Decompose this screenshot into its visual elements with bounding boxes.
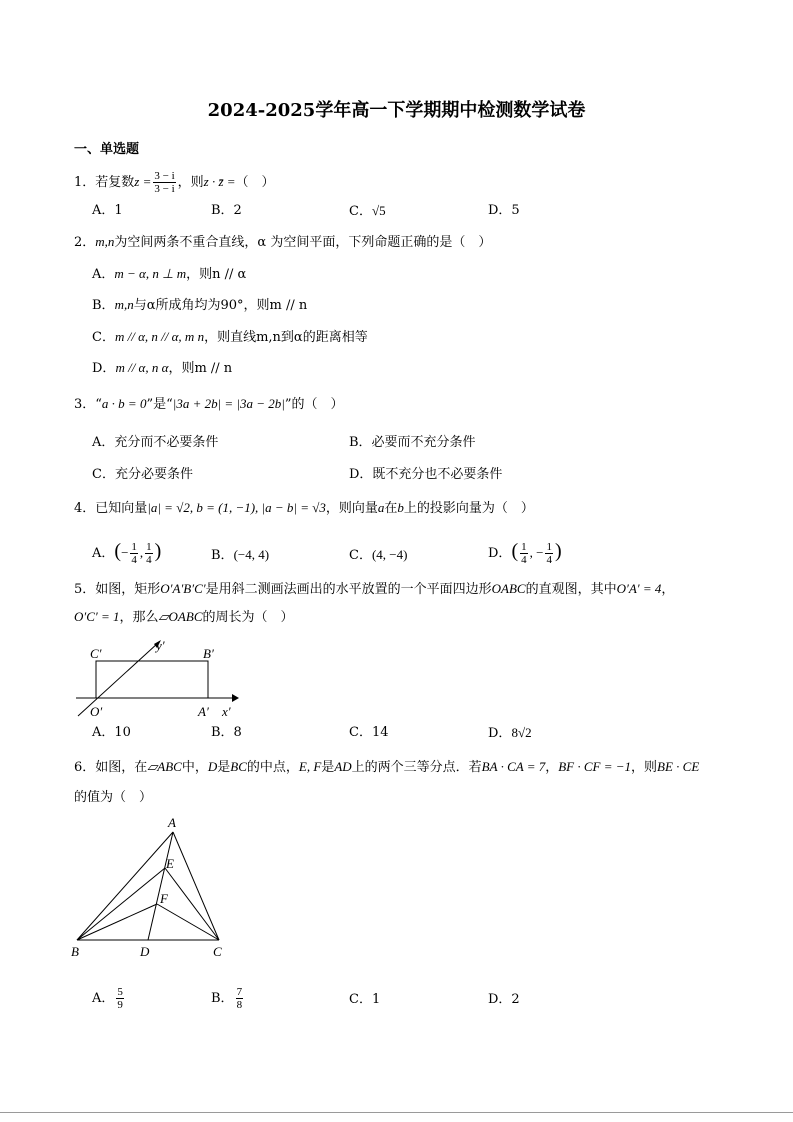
q6-bc: BC bbox=[230, 759, 247, 774]
q4-c-label: C． bbox=[349, 548, 372, 563]
q2-option-b[interactable] bbox=[92, 296, 307, 315]
segment-be bbox=[77, 868, 165, 940]
q6-option-a[interactable] bbox=[92, 986, 126, 1011]
section-heading: 一、单选题 bbox=[74, 142, 140, 157]
q1-option-b[interactable]: B．2 bbox=[211, 203, 242, 218]
q1-prefix: 1．若复数 bbox=[74, 175, 135, 190]
q6-dot2: BF · CF = −1 bbox=[558, 759, 632, 774]
q4-d-frac1 bbox=[520, 541, 528, 566]
segment-cf bbox=[157, 904, 219, 940]
q6-dot1: BA · CA = 7 bbox=[481, 759, 546, 774]
q6-ef: E, F bbox=[298, 759, 322, 774]
q6-option-b[interactable] bbox=[211, 986, 245, 1011]
label-x: x′ bbox=[222, 704, 231, 719]
q3-option-b[interactable]: B．必要而不充分条件 bbox=[349, 435, 476, 450]
q6-ad: AD bbox=[334, 759, 352, 774]
q4-d-n2: 1 bbox=[546, 541, 552, 553]
q5-quad2: ▱OABC bbox=[158, 609, 203, 624]
label-a: A′ bbox=[198, 704, 209, 719]
q2-c-math: m // α, n // α, m n bbox=[114, 329, 205, 344]
question-6-line1 bbox=[74, 758, 699, 777]
q6-a-frac bbox=[116, 986, 124, 1011]
q2-d-math: m // α, n α bbox=[115, 360, 169, 375]
q4-a-frac2 bbox=[145, 541, 153, 566]
q2-d-post: ，则m // n bbox=[168, 361, 233, 376]
q6-figure bbox=[66, 812, 234, 964]
q3-option-a[interactable]: A．充分而不必要条件 bbox=[92, 435, 219, 450]
q4-d-frac2 bbox=[545, 541, 553, 566]
q1-denominator: 3 − i bbox=[154, 183, 175, 195]
q6-comma1: ， bbox=[545, 760, 559, 775]
question-5-line1 bbox=[74, 580, 674, 599]
q5-option-c[interactable]: C．14 bbox=[349, 725, 389, 740]
q2-option-c[interactable] bbox=[92, 328, 368, 347]
q4-b-value: (−4, 4) bbox=[233, 547, 270, 562]
q5-mid: 是用斜二测画法画出的水平放置的一个平面四边形 bbox=[205, 582, 492, 597]
side-ab bbox=[77, 832, 173, 940]
q1-expression: z · z̄ = bbox=[203, 174, 236, 189]
q2-text: 为空间两条不重合直线，α 为空间平面，下列命题正确的是（ ） bbox=[114, 235, 492, 250]
question-1-stem bbox=[74, 170, 275, 195]
q5-oa: O′A′ = 4 bbox=[616, 581, 662, 596]
q1-option-a[interactable]: A．1 bbox=[92, 203, 123, 218]
q6-dot3: BE · CE bbox=[657, 759, 700, 774]
q4-vector-a: a bbox=[377, 500, 385, 515]
label-o: O′ bbox=[90, 704, 103, 719]
q5-line2-post: 的周长为（ ） bbox=[202, 610, 294, 625]
q2-mn: m,n bbox=[95, 234, 115, 249]
q6-prefix: 6．如图，在 bbox=[74, 760, 148, 775]
q6-b-den: 8 bbox=[236, 999, 243, 1011]
q2-c-label: C． bbox=[92, 330, 115, 345]
q3-mid: ”是“ bbox=[146, 397, 173, 412]
q6-b-num: 7 bbox=[236, 986, 243, 998]
q2-prefix: 2． bbox=[74, 235, 96, 250]
q5-oc: O′C′ = 1 bbox=[74, 609, 120, 624]
q5-line2-mid: ，那么 bbox=[119, 610, 159, 625]
q1-z: z = bbox=[134, 174, 152, 189]
q4-d-label: D． bbox=[488, 546, 512, 561]
q6-b-label: B． bbox=[211, 991, 234, 1006]
footer-divider bbox=[0, 1112, 793, 1113]
q3-expression: |3a + 2b| = |3a − 2b| bbox=[172, 396, 285, 411]
q2-a-label: A． bbox=[92, 267, 115, 282]
label-a: A bbox=[168, 815, 176, 830]
side-ac bbox=[173, 832, 219, 940]
question-2-stem bbox=[74, 233, 491, 252]
label-d: D bbox=[140, 944, 150, 959]
segment-ce bbox=[165, 868, 219, 940]
q6-option-d[interactable]: D．2 bbox=[488, 992, 520, 1007]
q4-vector-b: b bbox=[397, 500, 404, 515]
q1-mid: ，则 bbox=[177, 175, 204, 190]
q1-option-c-label: C． bbox=[349, 204, 372, 219]
q5-rect: O′A′B′C′ bbox=[160, 581, 206, 596]
q4-option-a[interactable]: A．(− $\frac{1}{4}$ , $\frac{1}{4}$ ) bbox=[92, 540, 162, 566]
q4-a-frac1 bbox=[130, 541, 138, 566]
q4-b-label: B． bbox=[211, 548, 234, 563]
question-5-line2 bbox=[74, 608, 294, 627]
q1-option-c-value: √5 bbox=[371, 203, 386, 218]
q1-fraction bbox=[153, 170, 175, 195]
q5-rectangle bbox=[96, 661, 208, 698]
label-b: B′ bbox=[203, 646, 214, 661]
q2-c-post: ，则直线m,n到α的距离相等 bbox=[204, 330, 368, 345]
q4-post: 上的投影向量为（ ） bbox=[403, 501, 534, 516]
q4-d-d1: 4 bbox=[521, 554, 527, 566]
label-c: C′ bbox=[90, 646, 102, 661]
q6-a-num: 5 bbox=[117, 986, 123, 998]
q6-shi2: 是 bbox=[321, 760, 335, 775]
q4-option-c[interactable] bbox=[349, 546, 407, 565]
segment-bf bbox=[77, 904, 157, 940]
q2-d-label: D． bbox=[92, 361, 116, 376]
q6-ze: ，则 bbox=[631, 760, 658, 775]
q1-numerator: 3 − i bbox=[154, 170, 175, 182]
q4-option-d[interactable]: D．( $\frac{1}{4}$ , − $\frac{1}{4}$ ) bbox=[488, 540, 562, 566]
q3-post: ”的（ ） bbox=[284, 397, 344, 412]
label-c: C bbox=[213, 944, 222, 959]
q6-shi: 是 bbox=[217, 760, 231, 775]
q1-option-c[interactable] bbox=[349, 202, 386, 221]
q6-d: D bbox=[207, 759, 218, 774]
label-b: B bbox=[71, 944, 79, 959]
x-arrow-icon bbox=[232, 694, 239, 702]
q4-prefix: 4．已知向量 bbox=[74, 501, 148, 516]
q4-a-d2: 4 bbox=[146, 554, 152, 566]
q5-quad: OABC bbox=[491, 581, 526, 596]
question-6-line2: 的值为（ ） bbox=[74, 790, 153, 805]
question-4-stem bbox=[74, 499, 534, 518]
question-3-stem bbox=[74, 395, 344, 414]
median-ad bbox=[148, 832, 173, 940]
q6-a-label: A． bbox=[92, 991, 115, 1006]
q4-a-n2: 1 bbox=[146, 541, 152, 553]
q2-option-d[interactable] bbox=[92, 359, 232, 378]
q2-b-post: 与α所成角均为90°，则m // n bbox=[133, 298, 308, 313]
q6-b-frac bbox=[236, 986, 244, 1011]
q6-triangle: ▱ABC bbox=[147, 759, 182, 774]
q3-option-d[interactable]: D．既不充分也不必要条件 bbox=[349, 467, 503, 482]
q5-option-d-label: D． bbox=[488, 726, 512, 741]
q6-mid2: 上的两个三等分点．若 bbox=[351, 760, 482, 775]
q5-option-d-value: 8√2 bbox=[511, 725, 532, 740]
q5-option-d[interactable] bbox=[488, 724, 532, 743]
q4-given: |a| = √2, b = (1, −1), |a − b| = √3 bbox=[147, 500, 326, 515]
q5-prefix: 5．如图，矩形 bbox=[74, 582, 161, 597]
q5-option-a[interactable]: A．10 bbox=[92, 725, 131, 740]
q6-a-den: 9 bbox=[117, 999, 123, 1011]
page-title: 2024-2025学年高一下学期期中检测数学试卷 bbox=[207, 100, 586, 121]
q5-comma: ， bbox=[661, 582, 675, 597]
q6-option-c[interactable]: C．1 bbox=[349, 992, 381, 1007]
q4-d-n1: 1 bbox=[521, 541, 527, 553]
q3-prefix: 3．“ bbox=[74, 397, 102, 412]
q2-option-a[interactable] bbox=[92, 265, 246, 284]
q6-mid1: 的中点， bbox=[246, 760, 299, 775]
q2-a-math: m − α, n ⊥ m bbox=[114, 266, 187, 281]
q4-mid: ，则向量 bbox=[325, 501, 378, 516]
q4-zai: 在 bbox=[384, 501, 398, 516]
label-f: F bbox=[160, 891, 168, 906]
q2-a-post: ，则n // α bbox=[186, 267, 247, 282]
q4-d-d2: 4 bbox=[546, 554, 552, 566]
q5-mid2: 的直观图，其中 bbox=[525, 582, 617, 597]
q6-zhong: 中， bbox=[181, 760, 208, 775]
q4-c-value: (4, −4) bbox=[371, 547, 408, 562]
q4-option-b[interactable] bbox=[211, 546, 269, 565]
q4-a-n1: 1 bbox=[131, 541, 137, 553]
label-y: y′ bbox=[156, 638, 165, 653]
q5-figure bbox=[70, 636, 240, 722]
q4-a-label: A． bbox=[92, 546, 115, 561]
q3-option-c[interactable]: C．充分必要条件 bbox=[92, 467, 193, 482]
q5-option-b[interactable]: B．8 bbox=[211, 725, 242, 740]
q1-option-d[interactable]: D．5 bbox=[488, 203, 520, 218]
q2-b-math: m,n bbox=[114, 297, 134, 312]
q2-b-label: B． bbox=[92, 298, 115, 313]
label-e: E bbox=[166, 856, 174, 871]
q4-a-d1: 4 bbox=[131, 554, 137, 566]
q1-paren: （ ） bbox=[235, 175, 275, 190]
q3-condition: a · b = 0 bbox=[101, 396, 147, 411]
